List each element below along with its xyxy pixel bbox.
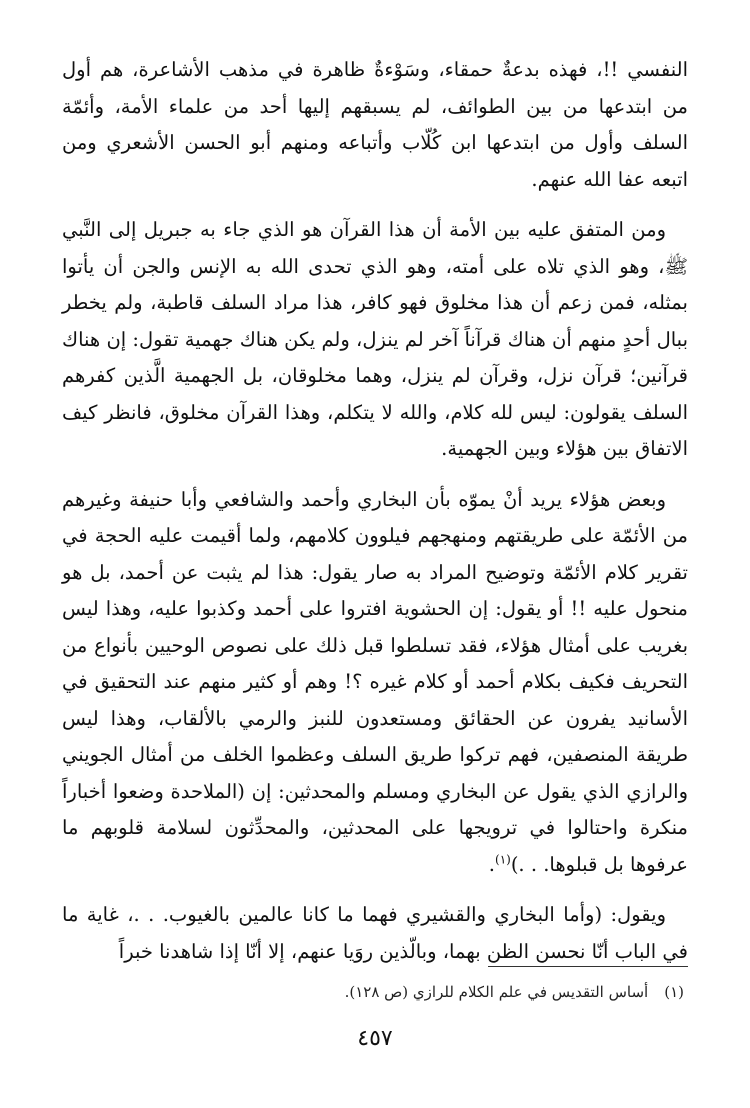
- footnote-divider: [488, 966, 688, 967]
- footnote-text: أساس التقديس في علم الكلام للرازي (ص ١٢٨).: [344, 983, 649, 1001]
- paragraph-3-end: .: [488, 852, 495, 876]
- footnote-reference[interactable]: (١): [495, 852, 511, 866]
- paragraph-2: ومن المتفق عليه بين الأمة أن هذا القرآن هو الذي جاء به جبريل إلى النَّبي ﷺ، وهو الذي تلاه على أمته، وهو الذي تحدى الله به الإنس والجن أن يأتوا بمثله، فمن زعم أن هذا مخلوق فهو كافر، هذا مراد السلف قاطبة، ولم يخطر ببال أحدٍ منهم أن هناك قرآناً آخر لم ينزل، ولم يكن هناك جهمية تقول: إن هناك قرآنين؛ قرآن نزل، وقرآن لم ينزل، وهما مخلوقان، بل الجهمية الَّذين كفرهم السلف يقولون: ليس لله كلام، والله لا يتكلم، وهذا القرآن مخلوق، فانظر كيف الاتفاق بين هؤلاء وبين الجهمية.: [62, 218, 688, 460]
- paragraph-3: [62, 482, 688, 884]
- footnote: [62, 980, 684, 1004]
- paragraph-1: النفسي !!، فهذه بدعةٌ حمقاء، وسَوْءةٌ ظاهرة في مذهب الأشاعرة، هم أول من ابتدعها من بين الطوائف، لم يسبقهم إليها أحد من علماء الأمة، وأئمّة السلف وأول من ابتدعها ابن كُلّاب وأتباعه ومنهم أبو الحسن الأشعري ومن اتبعه عفا الله عنهم.: [62, 58, 688, 191]
- paragraph-4: ويقول: (وأما البخاري والقشيري فهما ما كانا عالمين بالغيوب. . .، غاية ما في الباب أنّا نحسن الظن بهما، وبالّذين روَيا عنهم، إلا أنّا إذا شاهدنا خبراً: [62, 903, 688, 963]
- paragraph-3-text: وبعض هؤلاء يريد أنْ يموّه بأن البخاري وأحمد والشافعي وأبا حنيفة وغيرهم من الأئمّة على طريقتهم ومنهجهم فيلوون كلامهم، ولما أقيمت عليه الحجة في تقرير كلام الأئمّة وتوضيح المراد به صار يقول: هذا لم يثبت عن أحمد، بل هو منحول عليه !! أو يقول: إن الحشوية افتروا على أحمد وكذبوا عليه، وهذا ليس بغريب على أمثال هؤلاء، فقد تسلطوا قبل ذلك على نصوص الوحيين بأنواع من التحريف فكيف بكلام أحمد أو كلام غيره ؟! وهم أو كثير منهم عند التحقيق في الأسانيد يفرون عن الحقائق ومستعدون للنبز والرمي بالألقاب، وهذا ليس طريقة المنصفين، فهم تركوا طريق السلف وعظموا الخلف من أمثال الجويني والرازي الذي يقول عن البخاري ومسلم والمحدثين: إن (الملاحدة وضعوا أخباراً منكرة واحتالوا في ترويجها على المحدثين، والمحدِّثون لسلامة قلوبهم ما عرفوها بل قبلوها. . .): [62, 487, 688, 876]
- page-number: ٤٥٧: [357, 1026, 393, 1051]
- page-body: [62, 52, 688, 970]
- footnote-number: (١): [664, 983, 684, 1001]
